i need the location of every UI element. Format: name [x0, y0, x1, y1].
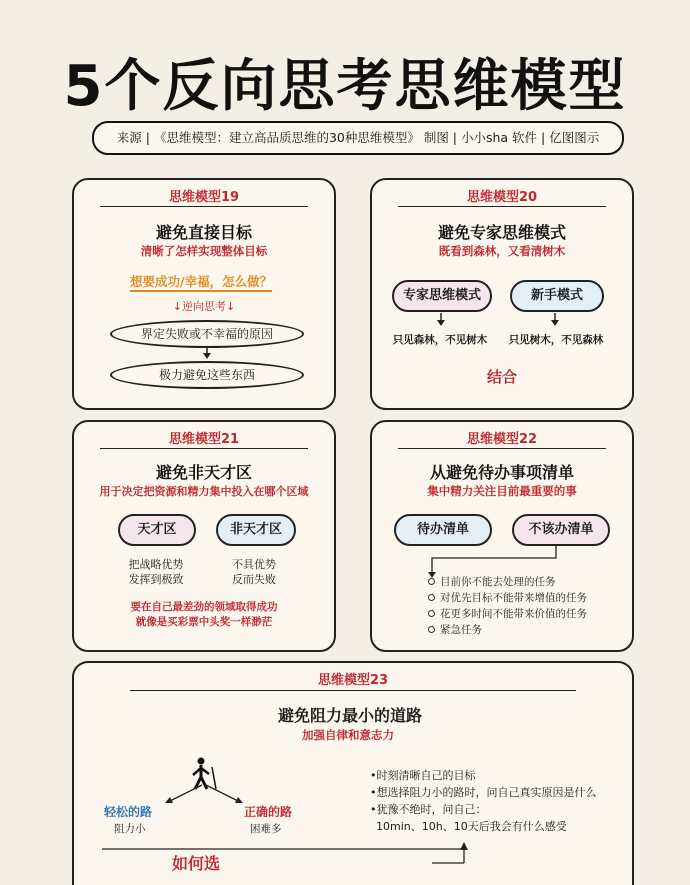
right-road-label: 正确的路 — [244, 805, 293, 819]
novice-mode-pill: 新手模式 — [510, 280, 604, 312]
card-subtitle: 清晰了怎样实现整体目标 — [140, 244, 268, 258]
header-divider — [398, 448, 606, 449]
card-subtitle: 加强自律和意志力 — [302, 728, 394, 742]
note-line2: 就像是买彩票中头奖一样渺茫 — [135, 616, 273, 628]
card-title: 避免直接目标 — [155, 223, 252, 242]
genius-zone-pill: 天才区 — [118, 514, 196, 546]
down-arrow-icon — [436, 313, 446, 327]
card-title: 从避免待办事项清单 — [429, 463, 574, 482]
non-genius-desc-line2: 反而失败 — [232, 573, 276, 586]
card-header: 思维模型20 — [466, 190, 538, 205]
expert-mode-pill: 专家思维模式 — [392, 280, 492, 312]
todo-list-pill: 待办清单 — [394, 514, 492, 546]
page-title: 5个反向思考思维模型 — [63, 54, 627, 119]
card-title: 避免专家思维模式 — [437, 223, 566, 242]
how-to-choose-label: 如何选 — [172, 854, 221, 873]
card-model-22 — [370, 420, 634, 652]
card-subtitle: 用于决定把资源和精力集中投入在哪个区域 — [99, 485, 309, 498]
principle-point: •时刻清晰自己的目标 — [370, 769, 476, 782]
combine-label: 结合 — [486, 368, 517, 386]
bullet-icon — [428, 594, 435, 601]
easy-road-desc: 阻力小 — [114, 823, 146, 835]
card-header: 思维模型22 — [466, 432, 538, 447]
card-model-21 — [72, 420, 336, 652]
easy-road-label: 轻松的路 — [104, 805, 153, 819]
right-road-desc: 困难多 — [250, 823, 282, 835]
non-genius-zone-pill: 非天才区 — [216, 514, 296, 546]
card-subtitle: 集中精力关注目前最重要的事 — [427, 484, 577, 498]
card-model-19 — [72, 178, 336, 410]
bracket-connector-icon — [102, 841, 472, 867]
genius-desc-line2: 发挥到极致 — [128, 573, 184, 586]
note-line1: 要在自己最差劲的领域取得成功 — [130, 601, 278, 613]
bullet-icon — [428, 578, 435, 585]
not-todo-list-pill: 不该办清单 — [512, 514, 610, 546]
not-todo-item: 花更多时间不能带来价值的任务 — [428, 606, 587, 621]
card-title: 避免阻力最小的道路 — [278, 706, 423, 725]
bullet-icon — [428, 626, 435, 633]
principle-point: •犹豫不绝时，问自己： — [370, 803, 487, 816]
not-todo-item: 目前你不能去处理的任务 — [428, 574, 556, 589]
principle-point: •想选择阻力小的路时，问自己真实原因是什么 — [370, 786, 597, 799]
novice-description: 只见树木，不见森林 — [508, 334, 604, 346]
card-header: 思维模型19 — [168, 190, 240, 205]
non-genius-desc-line1: 不具优势 — [232, 558, 276, 571]
not-todo-item: 紧急任务 — [428, 622, 482, 637]
genius-desc-line1: 把战略优势 — [128, 558, 184, 571]
principle-point: 10min、10h、10天后我会有什么感受 — [376, 820, 567, 833]
header-divider — [100, 448, 308, 449]
card-model-20 — [370, 178, 634, 410]
card-header: 思维模型21 — [168, 432, 240, 447]
card-title: 避免非天才区 — [155, 463, 252, 482]
reverse-thinking-label: ↓逆向思考↓ — [172, 300, 236, 313]
bullet-icon — [428, 610, 435, 617]
header-divider — [398, 206, 606, 207]
down-arrow-icon — [550, 313, 560, 327]
connector-arrow-icon — [426, 544, 566, 578]
question-text: 想要成功/幸福，怎么做？ — [130, 272, 272, 292]
not-todo-item: 对优先目标不能带来增值的任务 — [428, 590, 587, 605]
card-subtitle: 既看到森林，又看清树木 — [438, 244, 566, 258]
step-avoid-things: 极力避免这些东西 — [110, 361, 304, 389]
card-model-23 — [72, 661, 634, 885]
header-divider — [130, 690, 576, 691]
down-arrow-icon — [202, 346, 212, 360]
fork-arrows-icon — [162, 783, 246, 805]
step-define-causes: 界定失败或不幸福的原因 — [110, 320, 304, 348]
expert-description: 只见森林，不见树木 — [392, 334, 488, 346]
header-divider — [100, 206, 308, 207]
card-header: 思维模型23 — [317, 673, 389, 688]
source-bar: 来源 | 《思维模型：建立高品质思维的30种思维模型》 制图 | 小小sha 软件 | 亿图图示 — [92, 121, 624, 155]
